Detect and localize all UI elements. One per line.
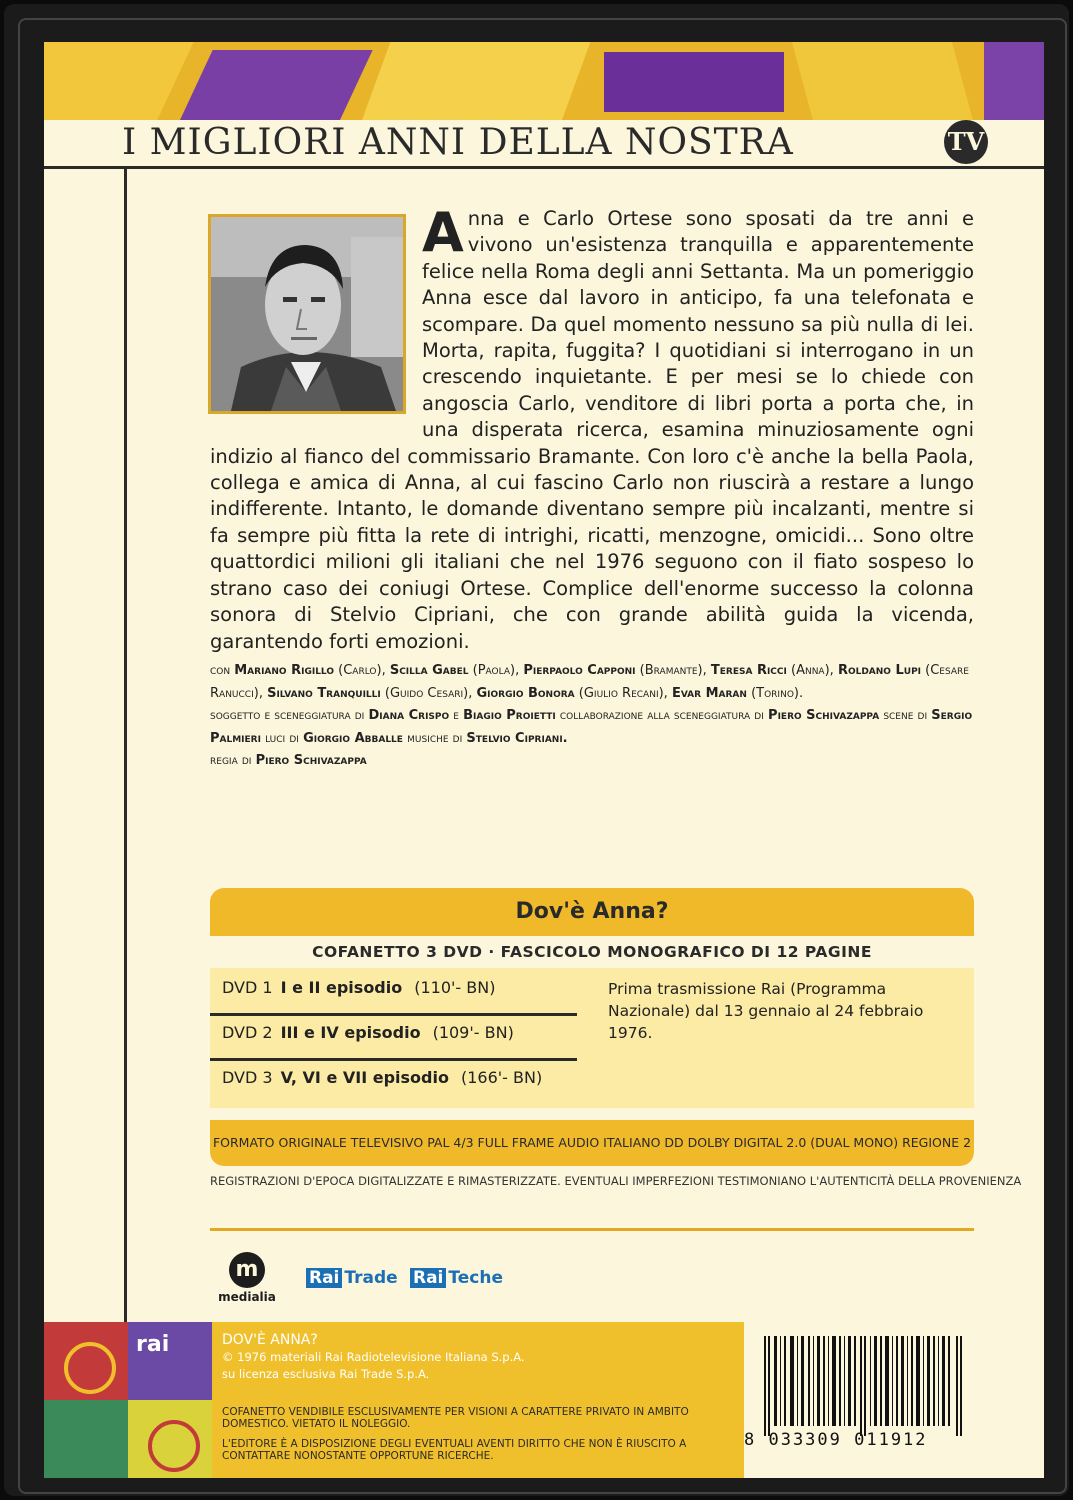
series-title-strip bbox=[44, 120, 1044, 169]
cast-actor: Pierpaolo Capponi bbox=[523, 663, 636, 678]
dvd-row: DVD 2 III e IV episodio (109'- BN) bbox=[222, 1023, 514, 1042]
cast-role: (Anna) bbox=[791, 663, 830, 678]
cast-actor: Evar Maran bbox=[671, 685, 747, 701]
rai-trade-logo: Rai Trade bbox=[306, 1268, 398, 1294]
tv-logo-icon: TV bbox=[944, 120, 988, 164]
cast-line: con Mariano Rigillo (Carlo), Scilla Gabel (Paola), Pierpaolo Capponi (Bramante), Teresa Ricci (Anna), Roldano Lupi (Cesare Ranucci), Silvano Tranquilli (Guido Cesari), Giorgio Bonora (Giulio Recani), Evar Maran (Torino). bbox=[210, 663, 969, 701]
dvd-list bbox=[210, 968, 974, 1108]
barcode-number: 8 033309 011912 bbox=[744, 1430, 928, 1450]
cast-role: (Carlo) bbox=[338, 663, 382, 678]
cast-actor: Mariano Rigillo bbox=[234, 663, 334, 678]
footer bbox=[44, 1322, 1044, 1478]
broadcast-info: Prima trasmissione Rai (Programma Nazionale) dal 13 gennaio al 24 febbraio 1976. bbox=[608, 980, 924, 1042]
rai-collage-logo: rai bbox=[136, 1332, 170, 1357]
rai-collage-image bbox=[44, 1322, 212, 1478]
back-cover bbox=[44, 42, 1044, 1478]
cast-role: (Guido Cesari) bbox=[384, 685, 469, 701]
series-title: I MIGLIORI ANNI DELLA NOSTRA bbox=[122, 122, 794, 163]
synopsis bbox=[210, 201, 974, 655]
rai-teche-logo: Rai Teche bbox=[410, 1268, 503, 1294]
cast-role: (Torino). bbox=[751, 685, 804, 701]
drop-cap: A bbox=[422, 201, 464, 264]
header-graphic bbox=[44, 42, 1044, 120]
cast-role: (Paola) bbox=[472, 663, 516, 678]
dvd-row: DVD 3 V, VI e VII episodio (166'- BN) bbox=[222, 1068, 543, 1087]
medialia-icon: m bbox=[229, 1252, 265, 1288]
footer-notices: COFANETTO VENDIBILE ESCLUSIVAMENTE PER VISIONI A CARATTERE PRIVATO IN AMBITO DOMESTICO. VIETATO IL NOLEGGIO. L'EDITORE È A DISPOSIZIONE DEGLI EVENTUALI AVENTI DIRITTO CHE NON È RIUSCITO A CONTATTARE NONOSTANTE OPPORTUNE RICERCHE. bbox=[222, 1406, 689, 1462]
edition-title: Dov'è Anna? bbox=[210, 888, 974, 936]
left-rule bbox=[124, 169, 127, 1329]
crew-line: soggetto e sceneggiatura di Diana Crispo e Biagio Proietti collaborazione alla sceneggiatura di Piero Schivazappa scene di Sergio Palmieri luci di Giorgio Abballe musiche di Stelvio Cipriani. bbox=[210, 708, 973, 746]
medialia-logo: m medialia bbox=[210, 1252, 284, 1312]
credits bbox=[210, 660, 980, 773]
director-line: regia di Piero Schivazappa bbox=[210, 753, 367, 768]
cast-actor: Silvano Tranquilli bbox=[267, 685, 381, 701]
cast-actor: Teresa Ricci bbox=[710, 663, 787, 678]
cast-role: (Bramante) bbox=[639, 663, 703, 678]
edition-subtitle: COFANETTO 3 DVD · FASCICOLO MONOGRAFICO DI 12 PAGINE bbox=[312, 943, 872, 961]
divider bbox=[210, 1228, 974, 1231]
divider bbox=[210, 1013, 577, 1016]
cast-role: (Giulio Recani) bbox=[578, 685, 664, 701]
barcode-bars bbox=[764, 1336, 964, 1436]
cast-actor: Giorgio Bonora bbox=[476, 685, 575, 701]
remaster-note: REGISTRAZIONI D'EPOCA DIGITALIZZATE E RIMASTERIZZATE. EVENTUALI IMPERFEZIONI TESTIMONIANO L'AUTENTICITÀ DELLA PROVENIENZA bbox=[210, 1174, 1022, 1188]
cast-actor: Scilla Gabel bbox=[389, 663, 469, 678]
cast-role: (Cesare Ranucci) bbox=[210, 663, 969, 701]
barcode bbox=[744, 1322, 1044, 1478]
cast-actor: Roldano Lupi bbox=[837, 663, 922, 678]
dvd-row: DVD 1 I e II episodio (110'- BN) bbox=[222, 978, 496, 997]
synopsis-text: nna e Carlo Ortese sono sposati da tre anni e vivono un'esistenza tranquilla e apparentemente felice nella Roma degli anni Settanta. Ma un pomeriggio Anna esce dal lavoro in anticipo, fa una telefonata e scompare. Da quel momento nessuno sa più nulla di lei. Morta, rapita, fuggita? I quotidiani si interrogano in un crescendo inquietante. E per mesi se lo chiede con angoscia Carlo, venditore di libri porta a porta che, in una disperata ricerca, esamina minuziosamente ogni indizio al fianco del commissario Bramante. Con loro c'è anche la bella Paola, collega e amica di Anna, al cui fascino Carlo non riuscirà a restare a lungo indifferente. Intanto, le domande diventano sempre più incalzanti, mentre si fa sempre più fitta la rete di intrighi, ricatti, menzogne, omicidi... Sono oltre quattordici milioni gli italiani che nel 1976 seguono con il fiato sospeso lo strano caso dei coniugi Ortese. Complice dell'enorme successo la colonna sonora di Stelvio Cipriani, che con grande abilità guida la vicenda, garantendo forti emozioni. bbox=[210, 207, 974, 653]
divider bbox=[210, 1058, 577, 1061]
edition-info-box bbox=[210, 888, 974, 1116]
format-bar: FORMATO ORIGINALE TELEVISIVO PAL 4/3 FULL FRAME AUDIO ITALIANO DD DOLBY DIGITAL 2.0 (DUAL MONO) REGIONE 2 bbox=[210, 1120, 974, 1166]
footer-copyright: DOV'È ANNA? © 1976 materiali Rai Radiotelevisione Italiana S.p.A. su licenza esclusiva Rai Trade S.p.A. bbox=[222, 1332, 525, 1381]
dvd-case bbox=[4, 4, 1069, 1496]
